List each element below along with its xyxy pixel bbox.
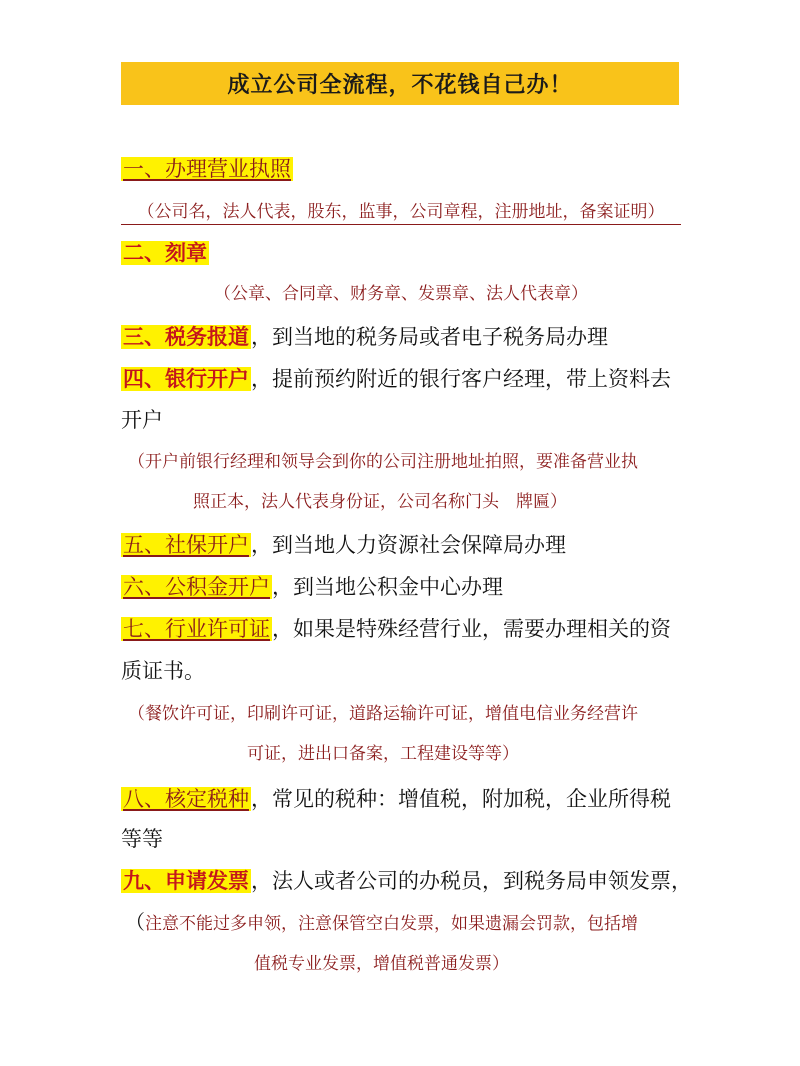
step-4-note-line2: 照正本，法人代表身份证，公司名称门头 牌匾） (193, 492, 567, 512)
step-4-heading: 四、银行开户 (123, 367, 249, 391)
step-9-note-line2: 值税专业发票，增值税普通发票） (254, 954, 509, 974)
step-5-heading: 五、社保开户 (123, 533, 249, 557)
step-9-note-paren: （ (125, 910, 145, 934)
step-5-text: ，到当地人力资源社会保障局办理 (251, 533, 566, 557)
step-5 (121, 530, 691, 560)
step-1 (121, 154, 691, 184)
step-1-note: （公司名，法人代表，股东，监事，公司章程，注册地址，备案证明） (121, 200, 681, 225)
step-3-text: ，到当地的税务局或者电子税务局办理 (251, 325, 608, 349)
step-9-text: ，法人或者公司的办税员，到税务局申领发票， (251, 869, 692, 893)
step-8-heading: 八、核定税种 (123, 787, 249, 811)
step-3-heading: 三、税务报道 (123, 325, 249, 349)
step-7-text: ，如果是特殊经营行业，需要办理相关的资 (272, 617, 671, 641)
step-3 (121, 322, 691, 352)
step-9-note-line1 (125, 910, 638, 936)
step-9-heading: 九、申请发票 (123, 869, 249, 893)
step-4-note-line1: （开户前银行经理和领导会到你的公司注册地址拍照，要准备营业执 (128, 452, 638, 472)
step-9 (121, 866, 691, 896)
step-7-note-line1: （餐饮许可证，印刷许可证，道路运输许可证，增值电信业务经营许 (128, 704, 638, 724)
step-2 (121, 238, 691, 268)
step-2-heading: 二、刻章 (123, 241, 207, 265)
step-2-note: （公章、合同章、财务章、发票章、法人代表章） (214, 284, 588, 304)
step-6-text: ，到当地公积金中心办理 (272, 575, 503, 599)
step-8-text: ，常见的税种：增值税，附加税，企业所得税 (251, 787, 671, 811)
step-7-heading: 七、行业许可证 (123, 617, 270, 641)
step-7-note-line2: 可证，进出口备案，工程建设等等） (247, 744, 519, 764)
step-4-text-cont: 开户 (121, 408, 163, 432)
step-4-text: ，提前预约附近的银行客户经理，带上资料去 (251, 367, 671, 391)
step-8 (121, 784, 691, 814)
step-8-text-cont: 等等 (121, 827, 163, 851)
step-7 (121, 614, 691, 644)
step-1-heading: 一、办理营业执照 (123, 157, 291, 181)
page-title: 成立公司全流程，不花钱自己办！ (121, 62, 679, 105)
step-7-text-cont: 质证书。 (121, 659, 205, 683)
step-6-heading: 六、公积金开户 (123, 575, 270, 599)
step-6 (121, 572, 691, 602)
step-9-note-text: 注意不能过多申领，注意保管空白发票，如果遗漏会罚款，包括增 (145, 914, 638, 934)
step-4 (121, 364, 691, 394)
